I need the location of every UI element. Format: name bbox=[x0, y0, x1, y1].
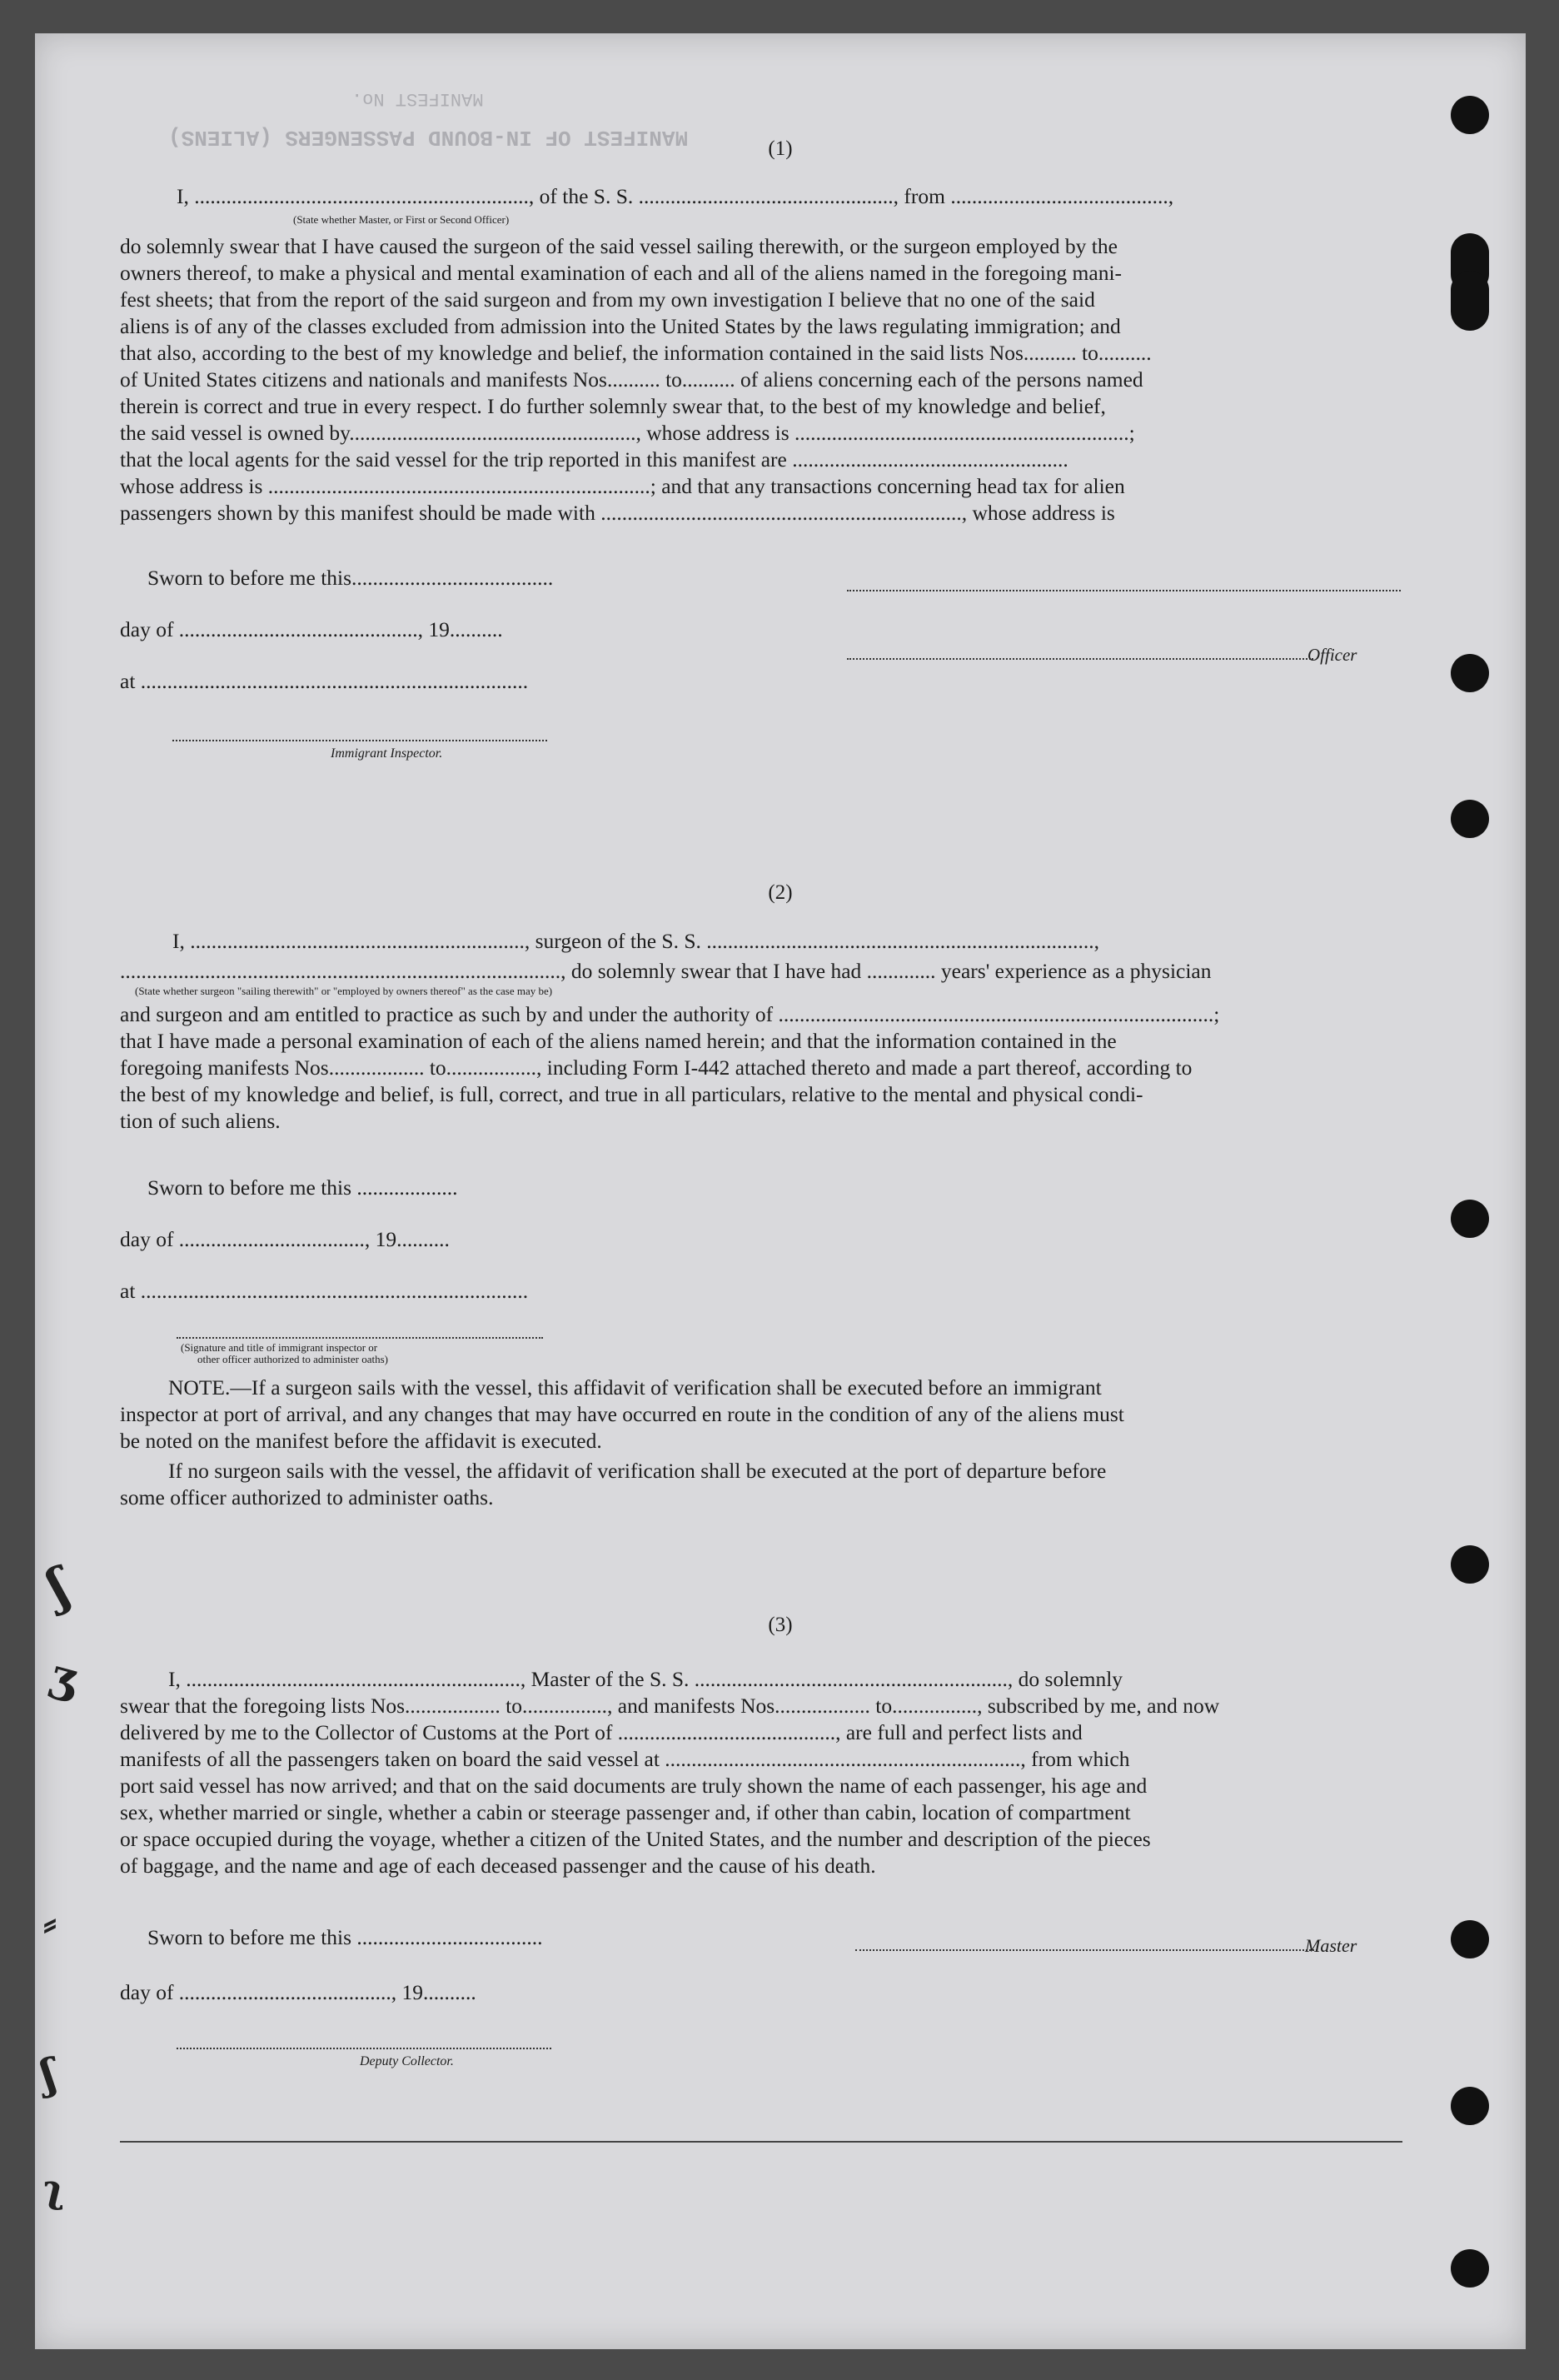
punch-hole bbox=[1451, 1200, 1489, 1238]
section-1-line: of United States citizens and nationals and manifests Nos.......... to.......... of aliens concerning each of the persons named bbox=[120, 367, 1143, 392]
section-2-at: at ......................................................................... bbox=[120, 1279, 529, 1303]
section-1-inspector-line bbox=[172, 740, 547, 741]
section-2-signature-caption: (Signature and title of immigrant inspector or bbox=[181, 1341, 378, 1354]
handwritten-mark: ⸗ bbox=[43, 1899, 57, 1946]
section-2-note: NOTE.—If a surgeon sails with the vessel, this affidavit of verification shall be executed before an immigrant bbox=[168, 1375, 1102, 1400]
section-3-collector-line bbox=[177, 2048, 551, 2049]
section-2-note: be noted on the manifest before the affidavit is executed. bbox=[120, 1429, 602, 1453]
section-3-collector-label: Deputy Collector. bbox=[360, 2054, 454, 2068]
section-1-day: day of ............................................., 19.......... bbox=[120, 617, 503, 641]
punch-hole bbox=[1451, 800, 1489, 838]
section-1-line: fest sheets; that from the report of the said surgeon and from my own investigation I believe that no one of the said bbox=[120, 287, 1095, 312]
section-1-inspector-label: Immigrant Inspector. bbox=[331, 746, 443, 761]
section-2-line: and surgeon and am entitled to practice as such by and under the authority of ..................................................................................; bbox=[120, 1002, 1220, 1026]
punch-hole bbox=[1451, 96, 1489, 134]
section-1-line: that the local agents for the said vessel for the trip reported in this manifest are .................................................... bbox=[120, 447, 1068, 472]
section-3-day: day of ........................................, 19.......... bbox=[120, 1980, 476, 2004]
section-1-line: therein is correct and true in every respect. I do further solemnly swear that, to the best of my knowledge and belief, bbox=[120, 394, 1106, 418]
section-1-line: owners thereof, to make a physical and mental examination of each and all of the aliens named in the foregoing mani- bbox=[120, 261, 1123, 285]
bleed-through-manifest-no: MANIFEST No. bbox=[351, 88, 484, 109]
form-page bbox=[35, 33, 1526, 2349]
section-2-note: inspector at port of arrival, and any changes that may have occurred en route in the condition of any of the aliens must bbox=[120, 1402, 1124, 1426]
handwritten-mark: ʒ bbox=[45, 1647, 84, 1705]
punch-hole bbox=[1451, 1545, 1489, 1584]
punch-hole bbox=[1451, 1920, 1489, 1958]
punch-hole bbox=[1451, 2087, 1489, 2125]
section-1-sworn: Sworn to before me this...................................... bbox=[147, 566, 554, 590]
section-2-number: (2) bbox=[768, 881, 793, 904]
handwritten-mark: ʃ bbox=[37, 2048, 60, 2099]
section-2-day: day of ..................................., 19.......... bbox=[120, 1227, 450, 1251]
punch-hole bbox=[1451, 271, 1489, 331]
section-2-line: that I have made a personal examination of each of the aliens named herein; and that the information contained in the bbox=[120, 1029, 1117, 1053]
section-3-line: of baggage, and the name and age of each deceased passenger and the cause of his death. bbox=[120, 1854, 876, 1878]
section-3-line: manifests of all the passengers taken on board the said vessel at ..................................................................., from which bbox=[120, 1747, 1130, 1771]
section-3-master-label: Master bbox=[1305, 1935, 1357, 1956]
section-3-line: swear that the foregoing lists Nos.................. to................, and manifests Nos.................. to................, subscribed by me, and now bbox=[120, 1694, 1220, 1718]
section-1-number: (1) bbox=[768, 137, 793, 160]
section-2-line: foregoing manifests Nos.................. to................., including Form I-442 attached thereto and made a part thereof, according to bbox=[120, 1055, 1193, 1080]
section-3-sworn: Sworn to before me this ................................... bbox=[147, 1925, 543, 1949]
section-1-officer-line-2 bbox=[847, 658, 1313, 660]
section-1-line: that also, according to the best of my knowledge and belief, the information contained in the said lists Nos.......... to.......... bbox=[120, 341, 1152, 365]
section-1-line: whose address is ........................................................................; and that any transactions concerning head tax for alien bbox=[120, 474, 1125, 498]
bleed-through-header: MANIFEST OF IN-BOUND PASSENGERS (ALIENS) bbox=[168, 125, 689, 150]
section-2-note: some officer authorized to administer oaths. bbox=[120, 1485, 494, 1509]
section-3-number: (3) bbox=[768, 1614, 793, 1636]
section-1-caption: (State whether Master, or First or Second Officer) bbox=[293, 213, 510, 226]
bottom-rule bbox=[120, 2141, 1402, 2143]
handwritten-mark: ʃ bbox=[40, 1556, 77, 1618]
section-2-line: tion of such aliens. bbox=[120, 1109, 281, 1133]
section-1-at: at ......................................................................... bbox=[120, 669, 529, 693]
section-3-line: sex, whether married or single, whether a cabin or steerage passenger and, if other than cabin, location of compartment bbox=[120, 1800, 1131, 1824]
section-3-line: delivered by me to the Collector of Customs at the Port of ........................................., are full and perfect lists and bbox=[120, 1720, 1083, 1744]
handwritten-mark: ʅ bbox=[43, 2166, 64, 2211]
section-1-line: passengers shown by this manifest should be made with ...................................................................., whose address is bbox=[120, 501, 1115, 525]
section-2-signature-caption: other officer authorized to administer oaths) bbox=[197, 1353, 388, 1365]
section-3-line: port said vessel has now arrived; and that on the said documents are truly shown the name of each passenger, his age and bbox=[120, 1774, 1148, 1798]
section-2-signature-line bbox=[177, 1337, 543, 1339]
section-2-line: ..................................................................................., do solemnly swear that I have had ............. years' experience as a physician bbox=[120, 959, 1212, 983]
section-1-line: do solemnly swear that I have caused the surgeon of the said vessel sailing therewith, or the surgeon employed by the bbox=[120, 234, 1118, 258]
section-1-line: the said vessel is owned by......................................................, whose address is ...............................................................; bbox=[120, 421, 1135, 445]
section-3-master-line bbox=[855, 1949, 1317, 1951]
section-2-note: If no surgeon sails with the vessel, the affidavit of verification shall be executed at the port of departure before bbox=[168, 1459, 1107, 1483]
section-1-line: aliens is of any of the classes excluded from admission into the United States by the laws regulating immigration; and bbox=[120, 314, 1121, 338]
section-2-sworn: Sworn to before me this ................... bbox=[147, 1175, 458, 1200]
section-2-line: the best of my knowledge and belief, is full, correct, and true in all particulars, relative to the mental and physical condi- bbox=[120, 1082, 1143, 1106]
section-1-officer-label: Officer bbox=[1307, 645, 1357, 665]
section-2-line: I, ..............................................................., surgeon of the S. S. ........................................................................., bbox=[172, 929, 1100, 953]
punch-hole bbox=[1451, 654, 1489, 692]
section-3-line: I, ..............................................................., Master of the S. S. ..........................................................., do solemnly bbox=[168, 1667, 1123, 1691]
section-1-line: I, ..............................................................., of the S. S. ................................................, from ........................................., bbox=[177, 184, 1174, 208]
section-1-officer-line-1 bbox=[847, 590, 1401, 591]
section-3-line: or space occupied during the voyage, whether a citizen of the United States, and the number and description of the pieces bbox=[120, 1827, 1151, 1851]
punch-hole bbox=[1451, 2249, 1489, 2288]
section-2-caption: (State whether surgeon "sailing therewith" or "employed by owners thereof" as the case may be) bbox=[135, 985, 553, 997]
